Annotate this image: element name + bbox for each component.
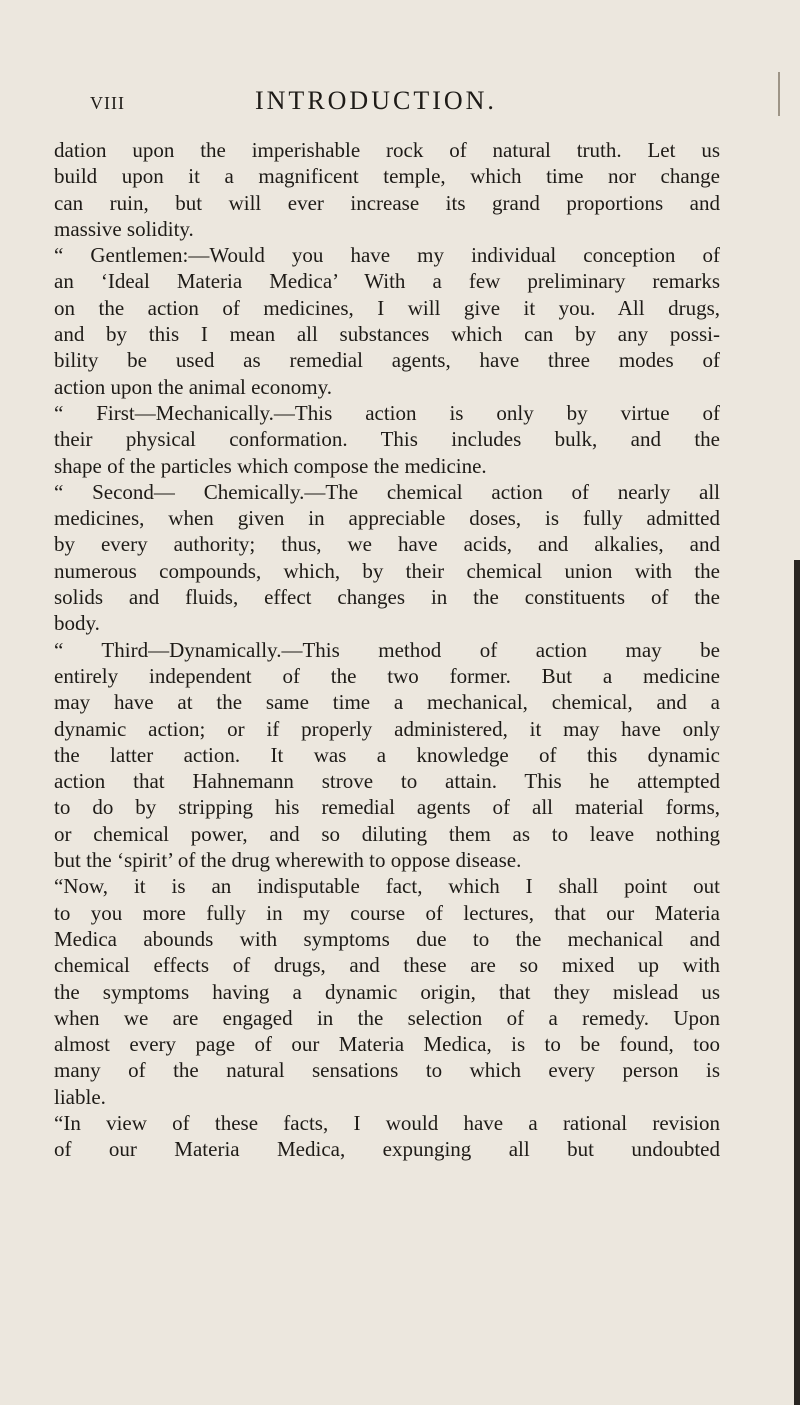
text-line: “ Third—Dynamically.—This method of action may be — [54, 637, 720, 662]
page-edge-smudge — [778, 72, 796, 116]
text-line: but the ‘spirit’ of the drug wherewith to oppose disease. — [54, 848, 522, 873]
text-line: shape of the particles which compose the medicine. — [54, 453, 487, 478]
text-line: action upon the animal economy. — [54, 374, 332, 399]
text-line: to do by stripping his remedial agents of all material forms, — [54, 795, 720, 820]
text-line: “ Gentlemen:—Would you have my individual conception of — [54, 243, 720, 268]
text-line: on the action of medicines, I will give it you. All drugs, — [54, 295, 720, 320]
text-line: dation upon the imperishable rock of natural truth. Let us — [54, 138, 720, 162]
text-line: dynamic action; or if properly administered, it may have only — [54, 716, 720, 741]
text-line: numerous compounds, which, by their chemical union with the — [54, 558, 720, 583]
text-line: build upon it a magnificent temple, which time nor change — [54, 164, 720, 189]
text-line: action that Hahnemann strove to attain. This he attempted — [54, 769, 720, 794]
text-line: chemical effects of drugs, and these are so mixed up with — [54, 953, 720, 978]
text-line: solids and fluids, effect changes in the constituents of the — [54, 585, 720, 610]
text-line: or chemical power, and so diluting them as to leave nothing — [54, 821, 720, 846]
text-line: “ Second— Chemically.—The chemical action of nearly all — [54, 479, 720, 504]
text-line: an ‘Ideal Materia Medica’ With a few preliminary remarks — [54, 269, 720, 294]
text-line: of our Materia Medica, expunging all but undoubted — [54, 1137, 720, 1162]
text-line: almost every page of our Materia Medica, is to be found, too — [54, 1032, 720, 1057]
text-line: to you more fully in my course of lectures, that our Materia — [54, 900, 720, 925]
text-line: can ruin, but will ever increase its grand proportions and — [54, 190, 720, 215]
text-line: massive solidity. — [54, 216, 194, 241]
text-line: Medica abounds with symptoms due to the mechanical and — [54, 926, 720, 951]
text-line: medicines, when given in appreciable doses, is fully admitted — [54, 506, 720, 531]
page-number: viii — [90, 86, 125, 115]
text-line: may have at the same time a mechanical, chemical, and a — [54, 690, 720, 715]
text-line: their physical conformation. This includes bulk, and the — [54, 427, 720, 452]
text-line: by every authority; thus, we have acids, and alkalies, and — [54, 532, 720, 557]
text-line: the latter action. It was a knowledge of this dynamic — [54, 742, 720, 767]
page-header — [90, 86, 710, 126]
text-line: body. — [54, 611, 100, 636]
text-line: “ First—Mechanically.—This action is only by virtue of — [54, 400, 720, 425]
text-line: “In view of these facts, I would have a rational revision — [54, 1110, 720, 1135]
text-line: many of the natural sensations to which every person is — [54, 1058, 720, 1083]
text-line: entirely independent of the two former. But a medicine — [54, 663, 720, 688]
text-line: when we are engaged in the selection of a remedy. Upon — [54, 1005, 720, 1030]
text-line: bility be used as remedial agents, have three modes of — [54, 348, 720, 373]
text-line: “Now, it is an indisputable fact, which I shall point out — [54, 874, 720, 899]
text-line: liable. — [54, 1084, 106, 1109]
page-edge-shadow — [794, 560, 800, 1405]
text-line: the symptoms having a dynamic origin, that they mislead us — [54, 979, 720, 1004]
text-line: and by this I mean all substances which can by any possi- — [54, 322, 720, 347]
body-text — [54, 137, 720, 1163]
running-head: INTRODUCTION. — [255, 86, 497, 115]
